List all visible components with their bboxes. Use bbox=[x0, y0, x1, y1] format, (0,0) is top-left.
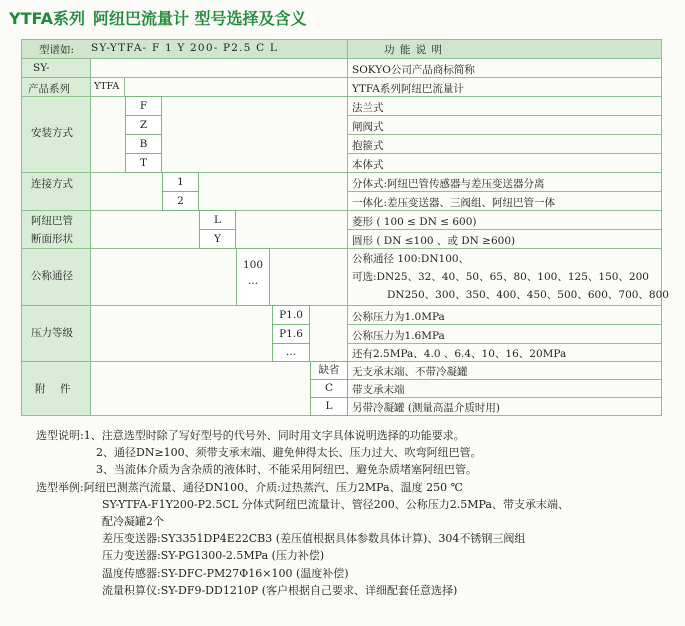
code-connect-2: 2 bbox=[162, 191, 199, 211]
desc-accessory-c: 带支承末端 bbox=[352, 384, 405, 396]
model-code: SY-YTFA- F 1 Y 200- P2.5 C L bbox=[91, 42, 279, 54]
desc-accessory-default: 无支承末端、不带冷凝罐 bbox=[352, 366, 468, 378]
row-label-diameter: 公称通径 bbox=[31, 270, 73, 282]
title-sub: 阿纽巴流量计 型号选择及含义 bbox=[92, 9, 307, 28]
selection-line-2: 2、通径DN≥100、须带支承末端、避免伸得太长、压力过大、吹弯阿纽巴管。 bbox=[96, 446, 482, 460]
selection-line-3: 3、当流体介质为含杂质的液体时、不能采用阿纽巴、避免杂质堵塞阿纽巴管。 bbox=[96, 463, 477, 477]
title-series: YTFA系列 bbox=[9, 9, 85, 28]
selection-line-1: 1、注意选型时除了写好型号的代号外、同时用文字具体说明选择的功能要求。 bbox=[83, 429, 465, 442]
selection-label: 选型说明: bbox=[36, 429, 84, 442]
code-install-t: T bbox=[125, 153, 162, 173]
code-accessory-l: L bbox=[310, 397, 348, 416]
selection-note-1 bbox=[36, 427, 676, 444]
desc-section-l: 菱形 ( 100 ≤ DN ≤ 600) bbox=[352, 216, 477, 228]
code-install-z: Z bbox=[125, 115, 162, 135]
code-section-y: Y bbox=[199, 229, 236, 249]
row-label-sy: SY- bbox=[33, 62, 50, 74]
row-label-section-1: 阿纽巴管 bbox=[31, 215, 73, 227]
desc-series: YTFA系列阿纽巴流量计 bbox=[352, 83, 464, 95]
function-label: 功 能 说 明 bbox=[384, 44, 444, 56]
notes-section bbox=[36, 427, 676, 599]
desc-pressure-2: 公称压力为1.6MPa bbox=[352, 330, 445, 342]
row-label-accessory: 附 件 bbox=[35, 383, 73, 395]
code-section-l: L bbox=[199, 210, 236, 230]
code-connect-1: 1 bbox=[162, 172, 199, 192]
code-pressure-2: P1.6 bbox=[272, 324, 310, 344]
desc-section-y: 圆形 ( DN ≤100 、或 DN ≥600) bbox=[352, 235, 516, 247]
code-accessory-default: 缺省 bbox=[310, 361, 348, 380]
code-diameter bbox=[236, 248, 270, 306]
desc-diameter-2: 可选:DN25、32、40、50、65、80、100、125、150、200 bbox=[352, 271, 649, 283]
desc-connect-2: 一体化:差压变送器、三阀组、阿纽巴管一体 bbox=[352, 197, 556, 209]
desc-pressure-1: 公称压力为1.0MPa bbox=[352, 311, 445, 323]
example-line-7: 流量积算仪:SY-DF9-DD1210P (客户根据自己要求、详细配套任意选择) bbox=[102, 583, 458, 597]
desc-install-b: 抱箍式 bbox=[352, 140, 384, 152]
example-line-3: 配冷凝罐2个 bbox=[102, 515, 164, 529]
code-diameter-100: 100 bbox=[242, 259, 264, 271]
code-pressure-more: … bbox=[272, 343, 310, 362]
desc-install-z: 闸阀式 bbox=[352, 121, 384, 133]
example-line-2: SY-YTFA-F1Y200-P2.5CL 分体式阿纽巴流量计、管径200、公称压力2.5MPa、带支承末端、 bbox=[102, 497, 569, 511]
code-accessory-c: C bbox=[310, 379, 348, 398]
code-install-f: F bbox=[125, 96, 162, 116]
row-label-connect: 连接方式 bbox=[31, 178, 73, 190]
row-label-pressure: 压力等级 bbox=[31, 327, 73, 339]
desc-accessory-l: 另带冷凝罐 (测量高温介质时用) bbox=[352, 402, 501, 414]
example-line-1: 阿纽巴测蒸汽流量、通径DN100、介质:过热蒸汽、压力2MPa、温度 250 ℃ bbox=[83, 480, 463, 494]
example-line-5: 压力变送器:SY-PG1300-2.5MPa (压力补偿) bbox=[102, 549, 325, 563]
code-install-b: B bbox=[125, 134, 162, 154]
desc-sy: SOKYO公司产品商标简称 bbox=[352, 64, 475, 76]
desc-install-t: 本体式 bbox=[352, 159, 384, 171]
example-line-4: 差压变送器:SY3351DP4E22CB3 (差压值根据具体参数具体计算)、304不锈钢三阀组 bbox=[102, 532, 526, 546]
model-label: 型谱如: bbox=[39, 44, 75, 56]
code-diameter-more: … bbox=[247, 275, 259, 287]
example-line-6: 温度传感器:SY-DFC-PM27Φ16×100 (温度补偿) bbox=[102, 566, 349, 580]
code-series: YTFA bbox=[94, 81, 120, 92]
row-label-section-2: 断面形状 bbox=[31, 233, 73, 245]
desc-install-f: 法兰式 bbox=[352, 102, 384, 114]
desc-diameter-3: DN250、300、350、400、450、500、600、700、800 bbox=[387, 289, 669, 301]
page-title bbox=[9, 6, 307, 29]
desc-connect-1: 分体式:阿纽巴管传感器与差压变送器分离 bbox=[352, 178, 545, 190]
model-table bbox=[21, 39, 669, 416]
desc-diameter-1: 公称通径 100:DN100、 bbox=[352, 253, 470, 265]
example-note-1 bbox=[36, 479, 676, 496]
row-label-install: 安装方式 bbox=[31, 127, 73, 139]
code-pressure-1: P1.0 bbox=[272, 305, 310, 325]
row-label-series: 产品系列 bbox=[28, 83, 70, 95]
desc-pressure-more: 还有2.5MPa、4.0 、6.4、10、16、20MPa bbox=[352, 348, 567, 360]
example-label: 选型举例: bbox=[36, 480, 84, 494]
